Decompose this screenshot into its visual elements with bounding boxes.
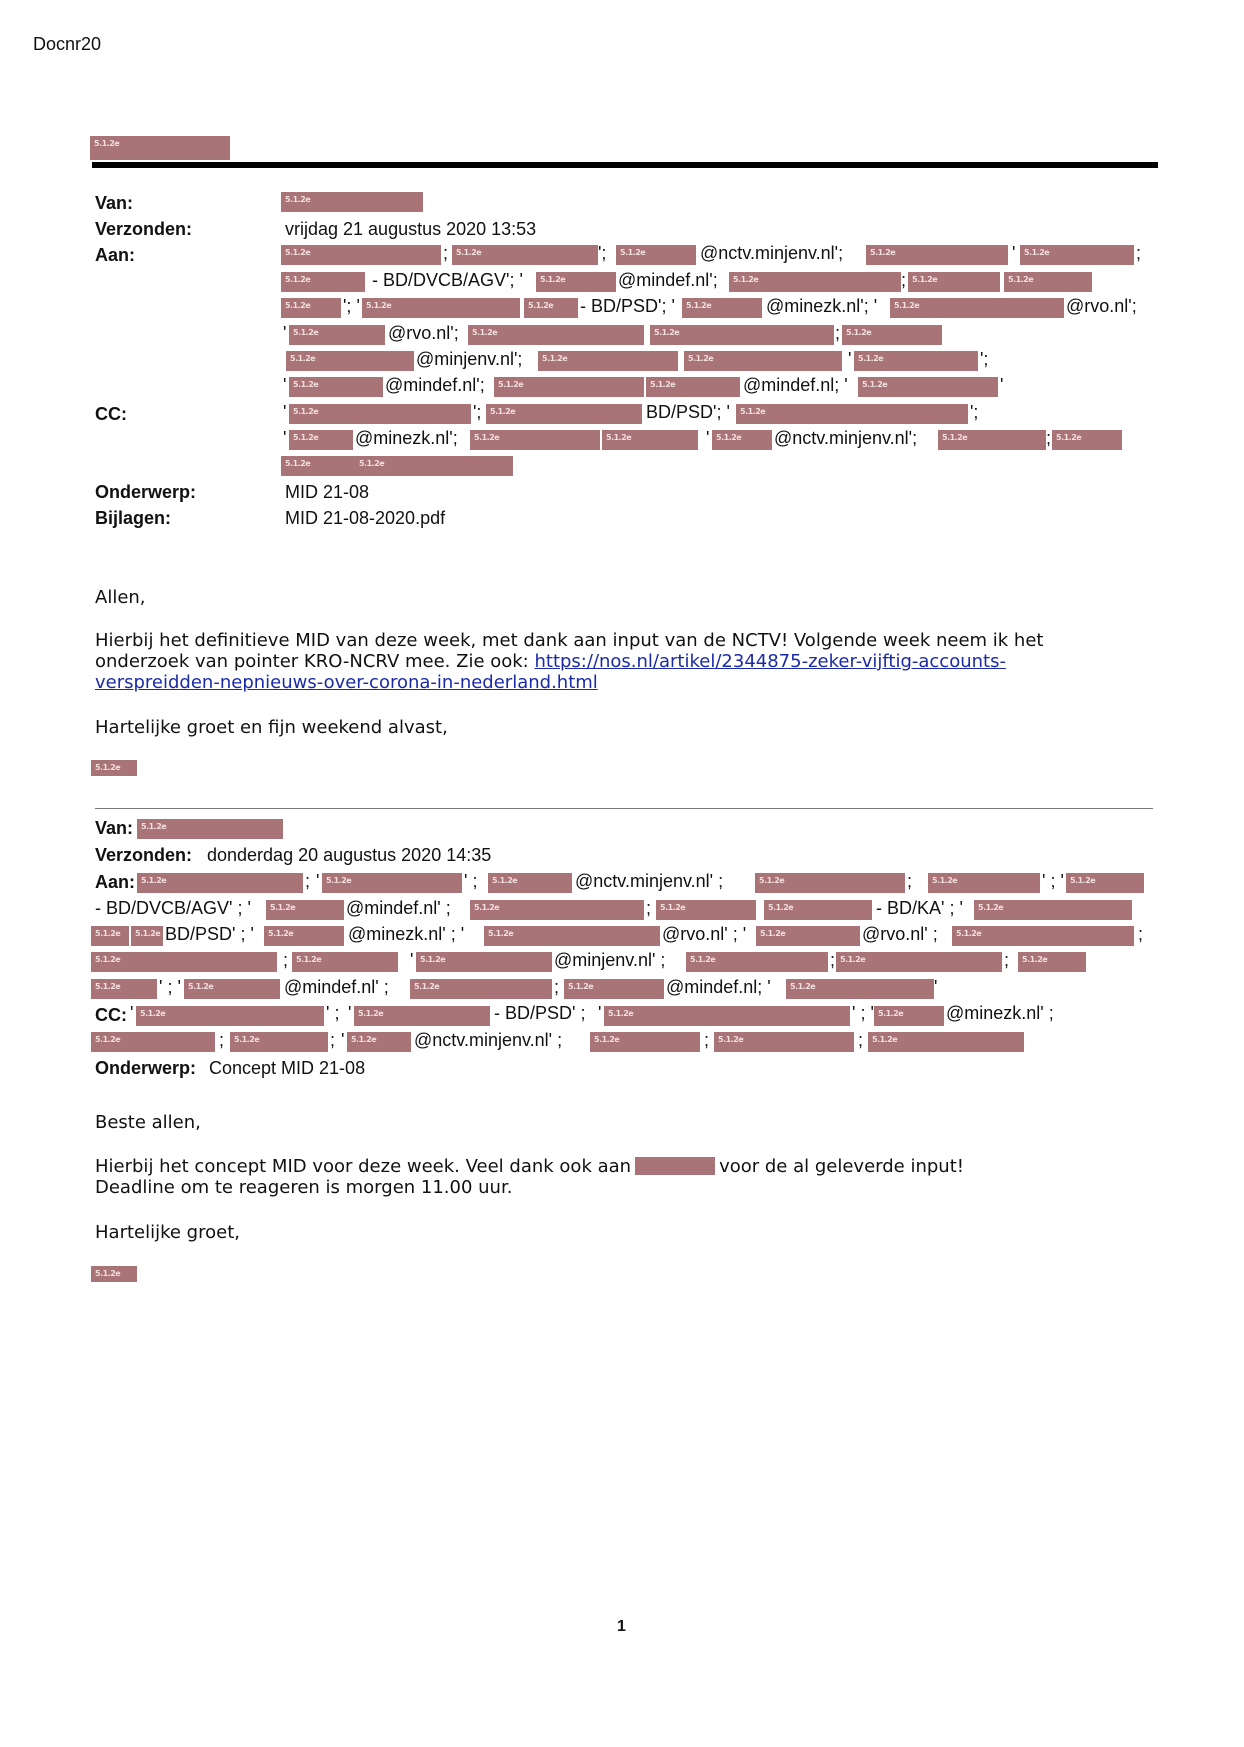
top-closing: Hartelijke groet en fijn weekend alvast, bbox=[95, 717, 448, 738]
redaction-block bbox=[362, 298, 520, 318]
recipient-fragment: - BD/PSD' ; bbox=[494, 1003, 586, 1023]
sent-value-2: donderdag 20 augustus 2020 14:35 bbox=[207, 845, 492, 865]
redaction-code-label: 5.1.2e bbox=[862, 380, 888, 389]
recipient-fragment: ; bbox=[901, 270, 907, 290]
recipient-fragment: ' bbox=[316, 871, 320, 891]
redaction-code-label: 5.1.2e bbox=[285, 301, 311, 310]
top-greeting: Allen, bbox=[95, 587, 146, 608]
cc-label-2: CC: bbox=[95, 1005, 127, 1025]
recipient-fragment: ; bbox=[830, 950, 836, 970]
redaction-code-label: 5.1.2e bbox=[1024, 248, 1050, 257]
text-line: voor de al geleverde input! bbox=[719, 1156, 964, 1177]
redaction-block bbox=[486, 404, 642, 424]
redaction-code-label: 5.1.2e bbox=[1056, 433, 1082, 442]
redaction-block bbox=[470, 900, 644, 920]
redaction-code-label: 5.1.2e bbox=[270, 903, 296, 912]
from-label-2: Van: bbox=[95, 818, 134, 838]
recipient-fragment: ' bbox=[706, 428, 710, 448]
redaction-block bbox=[1066, 873, 1144, 893]
recipient-fragment: @mindef.nl; ' bbox=[666, 977, 771, 997]
recipient-fragment: BD/PSD'; ' bbox=[646, 402, 730, 422]
redaction-block bbox=[281, 245, 441, 265]
recipient-fragment: @mindef.nl' ; bbox=[284, 977, 389, 997]
attachments-label: Bijlagen: bbox=[95, 508, 172, 528]
nos-article-link-continued[interactable]: verspreidden-nepnieuws-over-corona-in-nederland.html bbox=[95, 672, 598, 693]
recipient-fragment: ; bbox=[554, 977, 560, 997]
recipient-fragment: ; bbox=[330, 1030, 336, 1050]
redaction-code-label: 5.1.2e bbox=[95, 929, 121, 938]
redaction-code-label: 5.1.2e bbox=[188, 982, 214, 991]
redaction-code-label: 5.1.2e bbox=[94, 139, 120, 148]
sent-label-2: Verzonden: bbox=[95, 845, 193, 865]
redaction-block bbox=[656, 900, 756, 920]
redaction-code-label: 5.1.2e bbox=[488, 929, 514, 938]
redaction-block bbox=[91, 1032, 215, 1052]
redaction-code-label: 5.1.2e bbox=[878, 1009, 904, 1018]
redaction-block bbox=[650, 325, 834, 345]
redaction-block bbox=[764, 900, 872, 920]
redaction-block bbox=[736, 404, 968, 424]
redaction-block bbox=[289, 325, 385, 345]
redaction-code-label: 5.1.2e bbox=[840, 955, 866, 964]
redaction-block bbox=[410, 979, 552, 999]
recipient-fragment: @nctv.minjenv.nl' ; bbox=[575, 871, 724, 891]
redaction-code-label: 5.1.2e bbox=[759, 876, 785, 885]
signature-redaction-2 bbox=[91, 1266, 137, 1282]
recipient-fragment: ' bbox=[848, 349, 852, 369]
document-number: Docnr20 bbox=[33, 34, 102, 54]
redaction-block bbox=[952, 926, 1134, 946]
recipient-fragment: ' ; ' bbox=[1042, 871, 1064, 891]
redaction-block bbox=[858, 377, 998, 397]
recipient-fragment: @rvo.nl' ; bbox=[862, 924, 938, 944]
text-line: Hierbij het concept MID voor deze week. Veel dank ook aan bbox=[95, 1156, 632, 1177]
redaction-code-label: 5.1.2e bbox=[594, 1035, 620, 1044]
redaction-block bbox=[1004, 272, 1092, 292]
redaction-block bbox=[729, 272, 901, 292]
recipient-fragment: @minezk.nl'; bbox=[355, 428, 458, 448]
redaction-block bbox=[604, 1006, 850, 1026]
recipient-fragment: - BD/DVCB/AGV' ; ' bbox=[95, 898, 251, 918]
redaction-block bbox=[868, 1032, 1024, 1052]
redaction-block bbox=[938, 430, 1046, 450]
text-line: Deadline om te reageren is morgen 11.00 uur. bbox=[95, 1177, 513, 1198]
recipient-fragment: ' bbox=[348, 1003, 352, 1023]
redaction-code-label: 5.1.2e bbox=[932, 876, 958, 885]
from-label: Van: bbox=[95, 193, 134, 213]
recipient-fragment: ' ; ' bbox=[852, 1003, 874, 1023]
recipient-fragment: ' ; ' bbox=[159, 977, 181, 997]
redaction-block bbox=[524, 298, 578, 318]
redaction-block bbox=[1020, 245, 1134, 265]
redaction-block bbox=[854, 351, 978, 371]
redaction-block bbox=[686, 952, 828, 972]
redaction-code-label: 5.1.2e bbox=[542, 354, 568, 363]
recipient-fragment: @minezk.nl' ; ' bbox=[348, 924, 465, 944]
redaction-code-label: 5.1.2e bbox=[95, 1269, 121, 1278]
bottom-paragraph bbox=[95, 1156, 964, 1198]
recipient-fragment: ; bbox=[443, 243, 449, 263]
redaction-block bbox=[354, 1006, 490, 1026]
redaction-code-label: 5.1.2e bbox=[894, 301, 920, 310]
recipient-fragment: - BD/PSD'; ' bbox=[580, 296, 675, 316]
redaction-block bbox=[714, 1032, 854, 1052]
redaction-code-label: 5.1.2e bbox=[141, 822, 167, 831]
redaction-code-label: 5.1.2e bbox=[858, 354, 884, 363]
recipient-fragment: @mindef.nl'; bbox=[618, 270, 718, 290]
redaction-block bbox=[137, 873, 303, 893]
redaction-block bbox=[416, 952, 552, 972]
redaction-block bbox=[974, 900, 1132, 920]
redaction-block bbox=[908, 272, 1000, 292]
redaction-block bbox=[292, 952, 398, 972]
recipient-fragment: '; ' bbox=[343, 296, 360, 316]
from-redaction bbox=[281, 192, 423, 212]
page-number: 1 bbox=[617, 1618, 626, 1635]
recipient-fragment: ' bbox=[130, 1003, 134, 1023]
redaction-code-label: 5.1.2e bbox=[95, 982, 121, 991]
recipient-fragment: ' ; bbox=[326, 1003, 340, 1023]
recipient-fragment: ' bbox=[341, 1030, 345, 1050]
recipient-fragment: ' bbox=[283, 323, 287, 343]
recipient-fragment: - BD/DVCB/AGV'; ' bbox=[372, 270, 523, 290]
redaction-code-label: 5.1.2e bbox=[660, 903, 686, 912]
recipient-fragment: @rvo.nl' ; ' bbox=[662, 924, 747, 944]
redaction-code-label: 5.1.2e bbox=[474, 903, 500, 912]
redaction-block bbox=[91, 979, 157, 999]
redaction-code-label: 5.1.2e bbox=[846, 328, 872, 337]
redaction-code-label: 5.1.2e bbox=[414, 982, 440, 991]
signature-redaction bbox=[91, 760, 137, 776]
redaction-code-label: 5.1.2e bbox=[540, 275, 566, 284]
redaction-block bbox=[91, 952, 277, 972]
redaction-block bbox=[184, 979, 280, 999]
redaction-block bbox=[786, 979, 934, 999]
redaction-code-label: 5.1.2e bbox=[956, 929, 982, 938]
redaction-block bbox=[470, 430, 600, 450]
text-line: onderzoek van pointer KRO-NCRV mee. Zie ook: bbox=[95, 651, 535, 672]
redaction-code-label: 5.1.2e bbox=[768, 903, 794, 912]
redaction-code-label: 5.1.2e bbox=[528, 301, 554, 310]
redaction-code-label: 5.1.2e bbox=[978, 903, 1004, 912]
redaction-block bbox=[536, 272, 616, 292]
recipient-fragment: - BD/KA' ; ' bbox=[876, 898, 963, 918]
redaction-code-label: 5.1.2e bbox=[1022, 955, 1048, 964]
recipient-fragment: ; bbox=[858, 1030, 864, 1050]
redaction-code-label: 5.1.2e bbox=[474, 433, 500, 442]
redaction-code-label: 5.1.2e bbox=[733, 275, 759, 284]
recipient-fragment: ; bbox=[646, 898, 652, 918]
recipient-fragment: ' ; bbox=[464, 871, 478, 891]
redaction-code-label: 5.1.2e bbox=[498, 380, 524, 389]
redaction-code-label: 5.1.2e bbox=[688, 354, 714, 363]
redaction-block bbox=[347, 1032, 411, 1052]
recipient-fragment: @mindef.nl' ; bbox=[346, 898, 451, 918]
redaction-code-label: 5.1.2e bbox=[290, 354, 316, 363]
redaction-code-label: 5.1.2e bbox=[351, 1035, 377, 1044]
redaction-code-label: 5.1.2e bbox=[492, 876, 518, 885]
redaction-block bbox=[646, 377, 740, 397]
redaction-block bbox=[452, 245, 598, 265]
recipient-fragment: ' bbox=[934, 977, 938, 997]
redaction-block bbox=[538, 351, 678, 371]
redaction-code-label: 5.1.2e bbox=[716, 433, 742, 442]
recipient-fragment: @minjenv.nl'; bbox=[416, 349, 523, 369]
redaction-block bbox=[616, 245, 696, 265]
redaction-block bbox=[289, 430, 353, 450]
redaction-block bbox=[355, 456, 513, 476]
redaction-block bbox=[890, 298, 1064, 318]
nos-article-link[interactable]: https://nos.nl/artikel/2344875-zeker-vijftig-accounts- bbox=[534, 651, 1006, 672]
recipient-fragment: ; bbox=[1136, 243, 1142, 263]
redaction-code-label: 5.1.2e bbox=[654, 328, 680, 337]
redaction-block bbox=[756, 926, 860, 946]
redaction-block bbox=[684, 351, 842, 371]
recipient-fragment: ' bbox=[283, 375, 287, 395]
redaction-code-label: 5.1.2e bbox=[285, 248, 311, 257]
redaction-code-label: 5.1.2e bbox=[912, 275, 938, 284]
redaction-code-label: 5.1.2e bbox=[420, 955, 446, 964]
redaction-code-label: 5.1.2e bbox=[760, 929, 786, 938]
attachment-file-link[interactable]: MID 21-08-2020.pdf bbox=[285, 508, 446, 528]
redaction-code-label: 5.1.2e bbox=[790, 982, 816, 991]
redaction-code-label: 5.1.2e bbox=[490, 407, 516, 416]
redaction-code-label: 5.1.2e bbox=[293, 407, 319, 416]
bottom-closing: Hartelijke groet, bbox=[95, 1222, 240, 1243]
redaction-code-label: 5.1.2e bbox=[359, 459, 385, 468]
recipient-fragment: ' bbox=[598, 1003, 602, 1023]
redaction-block bbox=[682, 298, 762, 318]
recipient-fragment: '; bbox=[598, 243, 607, 263]
subject-value: MID 21-08 bbox=[285, 482, 370, 502]
redaction-code-label: 5.1.2e bbox=[606, 433, 632, 442]
sent-value: vrijdag 21 augustus 2020 13:53 bbox=[285, 219, 537, 239]
recipient-fragment: @minezk.nl'; ' bbox=[766, 296, 878, 316]
redaction-code-label: 5.1.2e bbox=[95, 955, 121, 964]
recipient-fragment: @nctv.minjenv.nl' ; bbox=[414, 1030, 563, 1050]
recipient-fragment: @nctv.minjenv.nl'; bbox=[700, 243, 844, 263]
redaction-block bbox=[90, 136, 230, 160]
recipient-fragment: @mindef.nl'; bbox=[385, 375, 485, 395]
redaction-code-label: 5.1.2e bbox=[608, 1009, 634, 1018]
redaction-block bbox=[494, 377, 644, 397]
recipient-fragment: @rvo.nl'; bbox=[388, 323, 459, 343]
redaction-block bbox=[1052, 430, 1122, 450]
redaction-block bbox=[322, 873, 462, 893]
redaction-code-label: 5.1.2e bbox=[740, 407, 766, 416]
redaction-block bbox=[564, 979, 664, 999]
cc-label: CC: bbox=[95, 404, 127, 424]
recipient-fragment: @mindef.nl; ' bbox=[743, 375, 848, 395]
recipient-fragment: @nctv.minjenv.nl'; bbox=[774, 428, 918, 448]
redaction-block bbox=[281, 272, 365, 292]
redaction-block bbox=[91, 926, 129, 946]
recipient-fragment: ; bbox=[1004, 950, 1010, 970]
redaction-code-label: 5.1.2e bbox=[366, 301, 392, 310]
recipient-fragment: ; bbox=[305, 871, 311, 891]
name-redaction bbox=[635, 1157, 715, 1175]
recipient-fragment: '; bbox=[473, 402, 482, 422]
recipient-fragment: ' bbox=[283, 428, 287, 448]
redaction-code-label: 5.1.2e bbox=[718, 1035, 744, 1044]
text-line: Hierbij het definitieve MID van deze week, met dank aan input van de NCTV! Volgende week neem ik het bbox=[95, 630, 1044, 651]
redaction-code-label: 5.1.2e bbox=[472, 328, 498, 337]
recipient-fragment: ; bbox=[219, 1030, 225, 1050]
redaction-code-label: 5.1.2e bbox=[141, 876, 167, 885]
redaction-block bbox=[281, 456, 355, 476]
redaction-block bbox=[289, 377, 383, 397]
redaction-block bbox=[488, 873, 572, 893]
to-label: Aan: bbox=[95, 245, 135, 265]
redaction-block bbox=[866, 245, 1008, 265]
redaction-code-label: 5.1.2e bbox=[95, 1035, 121, 1044]
redaction-block bbox=[281, 298, 341, 318]
sent-label: Verzonden: bbox=[95, 219, 193, 239]
redaction-code-label: 5.1.2e bbox=[690, 955, 716, 964]
redaction-block bbox=[131, 926, 163, 946]
redaction-block bbox=[1018, 952, 1086, 972]
recipient-fragment: ; bbox=[1046, 428, 1052, 448]
redaction-code-label: 5.1.2e bbox=[293, 328, 319, 337]
to-label-2: Aan: bbox=[95, 872, 135, 892]
redaction-block bbox=[264, 926, 344, 946]
redaction-code-label: 5.1.2e bbox=[268, 929, 294, 938]
top-paragraph bbox=[95, 630, 1043, 693]
bottom-greeting: Beste allen, bbox=[95, 1112, 201, 1133]
redaction-code-label: 5.1.2e bbox=[95, 763, 121, 772]
redaction-code-label: 5.1.2e bbox=[135, 929, 161, 938]
redaction-code-label: 5.1.2e bbox=[568, 982, 594, 991]
redaction-block bbox=[755, 873, 905, 893]
redaction-code-label: 5.1.2e bbox=[650, 380, 676, 389]
redaction-code-label: 5.1.2e bbox=[1008, 275, 1034, 284]
subject-value-2: Concept MID 21-08 bbox=[209, 1058, 366, 1078]
redaction-code-label: 5.1.2e bbox=[358, 1009, 384, 1018]
redaction-block bbox=[286, 351, 414, 371]
redaction-block bbox=[136, 1006, 324, 1026]
redaction-code-label: 5.1.2e bbox=[942, 433, 968, 442]
redaction-block bbox=[842, 325, 942, 345]
redaction-block bbox=[468, 325, 644, 345]
recipient-fragment: '; bbox=[980, 349, 989, 369]
redaction-code-label: 5.1.2e bbox=[620, 248, 646, 257]
recipient-fragment: @minezk.nl' ; bbox=[946, 1003, 1054, 1023]
email-separator bbox=[95, 808, 1153, 809]
recipient-fragment: ; bbox=[907, 871, 913, 891]
recipient-fragment: @minjenv.nl' ; bbox=[554, 950, 666, 970]
recipient-fragment: BD/PSD' ; ' bbox=[165, 924, 254, 944]
recipient-fragment: ; bbox=[1138, 924, 1144, 944]
recipient-fragment: ' bbox=[410, 950, 414, 970]
subject-label-2: Onderwerp: bbox=[95, 1058, 197, 1078]
redaction-block bbox=[590, 1032, 700, 1052]
recipient-fragment: '; bbox=[970, 402, 979, 422]
redaction-block bbox=[266, 900, 344, 920]
redaction-block bbox=[230, 1032, 328, 1052]
recipient-fragment: ' bbox=[1000, 375, 1004, 395]
recipient-fragment: ' bbox=[283, 402, 287, 422]
redaction-block bbox=[602, 430, 698, 450]
redaction-code-label: 5.1.2e bbox=[285, 459, 311, 468]
redaction-code-label: 5.1.2e bbox=[1070, 876, 1096, 885]
redaction-code-label: 5.1.2e bbox=[326, 876, 352, 885]
redaction-code-label: 5.1.2e bbox=[234, 1035, 260, 1044]
recipient-fragment: ' bbox=[1012, 243, 1016, 263]
redaction-block bbox=[928, 873, 1040, 893]
redaction-block bbox=[836, 952, 1002, 972]
redaction-code-label: 5.1.2e bbox=[285, 275, 311, 284]
recipient-fragment: ; bbox=[283, 950, 289, 970]
redaction-code-label: 5.1.2e bbox=[870, 248, 896, 257]
redaction-code-label: 5.1.2e bbox=[293, 380, 319, 389]
header-rule bbox=[92, 162, 1158, 168]
redaction-block bbox=[484, 926, 660, 946]
redaction-block bbox=[874, 1006, 944, 1026]
redaction-code-label: 5.1.2e bbox=[456, 248, 482, 257]
redaction-code-label: 5.1.2e bbox=[285, 195, 311, 204]
recipient-fragment: @rvo.nl'; bbox=[1066, 296, 1137, 316]
from-redaction-2 bbox=[137, 819, 283, 839]
redaction-code-label: 5.1.2e bbox=[140, 1009, 166, 1018]
redaction-code-label: 5.1.2e bbox=[686, 301, 712, 310]
recipient-fragment: ; bbox=[835, 323, 841, 343]
recipient-fragment: ; bbox=[704, 1030, 710, 1050]
redaction-block bbox=[712, 430, 772, 450]
redaction-code-label: 5.1.2e bbox=[293, 433, 319, 442]
subject-label: Onderwerp: bbox=[95, 482, 197, 502]
redaction-code-label: 5.1.2e bbox=[296, 955, 322, 964]
redaction-block bbox=[289, 404, 471, 424]
redaction-code-label: 5.1.2e bbox=[872, 1035, 898, 1044]
